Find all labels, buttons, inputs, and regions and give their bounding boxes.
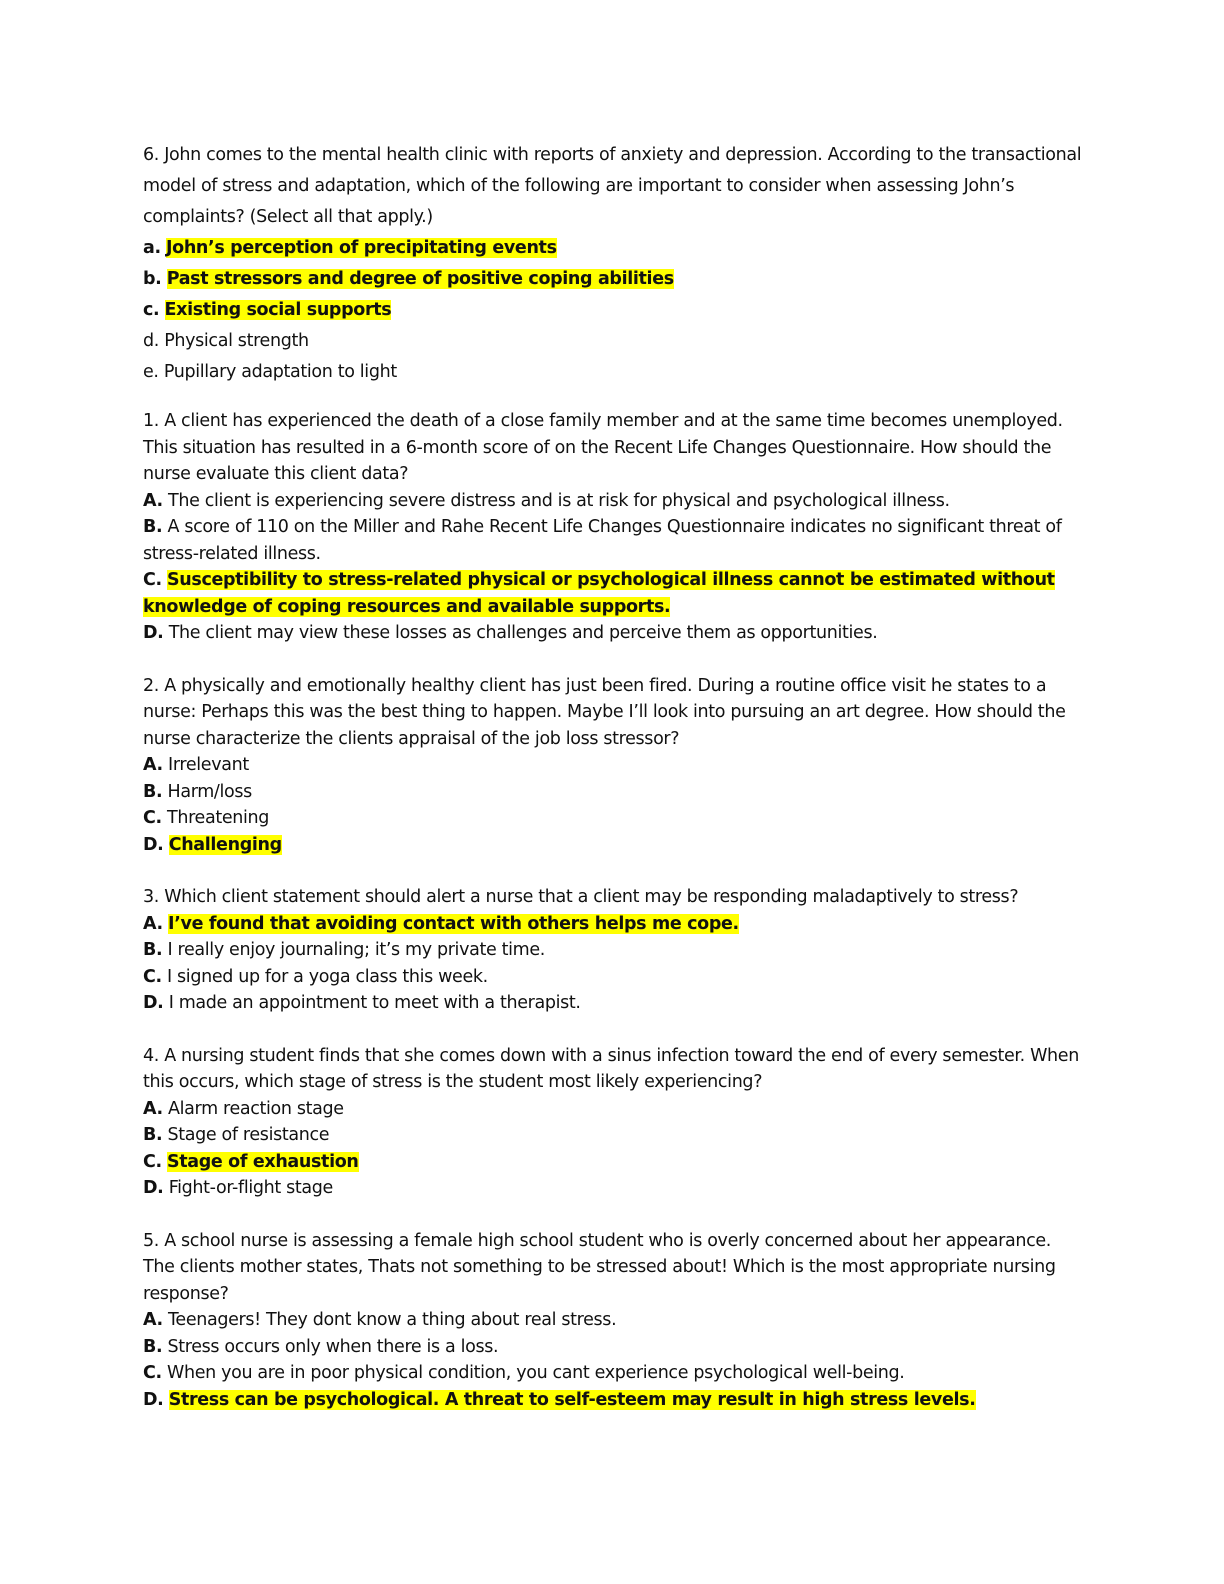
answer-option [143, 488, 1083, 515]
option-text: I signed up for a yoga class this week. [167, 966, 488, 987]
option-letter: B. [143, 1125, 163, 1145]
option-text: Harm/loss [167, 781, 252, 802]
option-letter: B. [143, 940, 163, 960]
correct-answer-text: I’ve found that avoiding contact with others helps me cope. [168, 913, 739, 934]
option-letter: A. [143, 913, 163, 934]
option-letter: C. [143, 570, 162, 590]
answer-option [143, 1175, 1083, 1202]
option-letter: C. [143, 1151, 162, 1172]
option-letter: B. [143, 781, 163, 802]
option-text: The client is experiencing severe distress and is at risk for physical and psychological illness. [168, 490, 950, 511]
option-text: The client may view these losses as challenges and perceive them as opportunities. [168, 623, 878, 643]
option-text: Irrelevant [168, 755, 249, 775]
answer-option [143, 964, 1083, 991]
question-q2 [143, 673, 1083, 859]
option-text: I made an appointment to meet with a therapist. [168, 993, 581, 1013]
answer-option [143, 514, 1083, 567]
option-letter: D. [143, 623, 164, 643]
answer-option [143, 264, 1083, 295]
option-letter: C. [143, 966, 162, 987]
option-text: Pupillary adaptation to light [163, 362, 397, 382]
option-text: Threatening [167, 808, 270, 828]
option-letter: d. [143, 331, 159, 351]
option-letter: b. [143, 269, 162, 289]
correct-answer-text: Past stressors and degree of positive coping abilities [166, 269, 674, 289]
question-q1 [143, 408, 1083, 647]
answer-option [143, 1387, 1083, 1414]
option-letter: D. [143, 1389, 164, 1410]
answer-option [143, 805, 1083, 832]
question-stem: 4. A nursing student finds that she comes down with a sinus infection toward the end of every semester. When this occurs, which stage of stress is the student most likely experiencing? [143, 1045, 1079, 1092]
option-text: I really enjoy journaling; it’s my private time. [167, 940, 545, 960]
answer-option [143, 990, 1083, 1017]
question-q6 [143, 140, 1083, 388]
option-text: When you are in poor physical condition, you cant experience psychological well-being. [167, 1363, 905, 1383]
option-text: Physical strength [164, 331, 309, 351]
answer-option [143, 326, 1083, 357]
question-stem: 6. John comes to the mental health clinic with reports of anxiety and depression. According to the transactional model of stress and adaptation, which of the following are important to consider when assessing John’s complaints? (Select all that apply.) [143, 145, 1082, 227]
answer-option [143, 911, 1083, 938]
answer-option [143, 295, 1083, 326]
option-letter: C. [143, 1363, 162, 1383]
question-stem: 3. Which client statement should alert a nurse that a client may be responding maladaptively to stress? [143, 887, 1019, 907]
option-text: Stage of resistance [167, 1125, 330, 1145]
option-letter: A. [143, 1310, 163, 1330]
option-letter: D. [143, 993, 164, 1013]
correct-answer-text: Challenging [168, 834, 282, 855]
correct-answer-text: John’s perception of precipitating events [165, 238, 557, 258]
correct-answer-text: Stress can be psychological. A threat to self-esteem may result in high stress levels. [168, 1389, 976, 1410]
question-stem: 1. A client has experienced the death of a close family member and at the same time becomes unemployed. This situation has resulted in a 6-month score of on the Recent Life Changes Questionnaire. How should the nurse evaluate this client data? [143, 411, 1063, 484]
option-text: Fight-or-flight stage [168, 1178, 333, 1198]
option-letter: e. [143, 362, 159, 382]
option-text: Teenagers! They dont know a thing about real stress. [168, 1310, 617, 1330]
answer-option [143, 1360, 1083, 1387]
answer-option [143, 937, 1083, 964]
option-text: A score of 110 on the Miller and Rahe Recent Life Changes Questionnaire indicates no significant threat of stress-related illness. [143, 517, 1062, 564]
question-stem: 2. A physically and emotionally healthy client has just been fired. During a routine office visit he states to a nurse: Perhaps this was the best thing to happen. Maybe I’ll look into pursuing an art degree. How should the nurse characterize the clients appraisal of the job loss stressor? [143, 675, 1066, 749]
question-q3 [143, 884, 1083, 1017]
option-text: Stress occurs only when there is a loss. [167, 1336, 499, 1357]
option-letter: B. [143, 517, 163, 537]
option-letter: C. [143, 808, 162, 828]
answer-option [143, 357, 1083, 388]
option-letter: B. [143, 1336, 163, 1357]
answer-option [143, 1122, 1083, 1149]
question-q4 [143, 1043, 1083, 1202]
option-letter: D. [143, 1178, 164, 1198]
answer-option [143, 567, 1083, 620]
option-letter: D. [143, 834, 164, 855]
option-letter: A. [143, 755, 163, 775]
option-letter: c. [143, 300, 160, 320]
document-page [143, 140, 1083, 1439]
answer-option [143, 1149, 1083, 1176]
answer-option [143, 233, 1083, 264]
correct-answer-text: Susceptibility to stress-related physical or psychological illness cannot be estimated without knowledge of coping resources and available supports. [143, 570, 1055, 617]
answer-option [143, 832, 1083, 859]
question-q5 [143, 1228, 1083, 1414]
correct-answer-text: Existing social supports [164, 300, 392, 320]
option-letter: a. [143, 238, 161, 258]
answer-option [143, 752, 1083, 779]
answer-option [143, 779, 1083, 806]
question-stem: 5. A school nurse is assessing a female high school student who is overly concerned about her appearance. The clients mother states, Thats not something to be stressed about! Which is the most appropriate nursing response? [143, 1230, 1056, 1304]
answer-option [143, 620, 1083, 647]
answer-option [143, 1307, 1083, 1334]
option-letter: A. [143, 1098, 163, 1119]
option-text: Alarm reaction stage [168, 1098, 344, 1119]
answer-option [143, 1096, 1083, 1123]
option-letter: A. [143, 490, 163, 511]
correct-answer-text: Stage of exhaustion [167, 1151, 359, 1172]
answer-option [143, 1334, 1083, 1361]
